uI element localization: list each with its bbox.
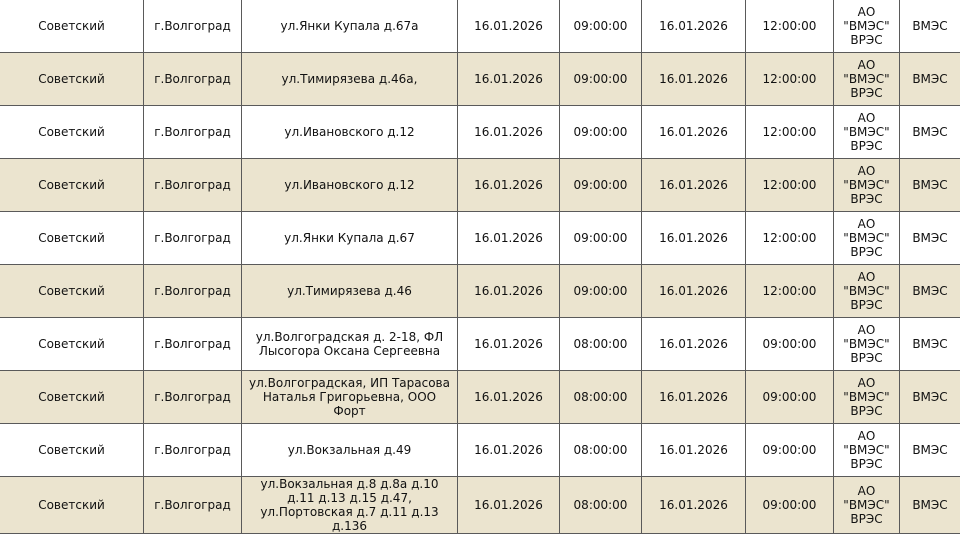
organization-line-2: "ВМЭС" bbox=[843, 284, 890, 298]
start-date-cell: 16.01.2026 bbox=[458, 424, 560, 477]
city-cell: г.Волгоград bbox=[144, 318, 242, 371]
organization-cell bbox=[834, 212, 900, 265]
start-time-cell: 08:00:00 bbox=[560, 477, 642, 534]
city-cell: г.Волгоград bbox=[144, 212, 242, 265]
organization-cell bbox=[834, 265, 900, 318]
table-row bbox=[0, 424, 960, 477]
network-cell: ВМЭС bbox=[900, 159, 960, 212]
network-cell: ВМЭС bbox=[900, 53, 960, 106]
organization-line-2: "ВМЭС" bbox=[843, 337, 890, 351]
end-date-cell: 16.01.2026 bbox=[642, 371, 746, 424]
end-time-cell: 09:00:00 bbox=[746, 318, 834, 371]
city-cell: г.Волгоград bbox=[144, 159, 242, 212]
city-cell: г.Волгоград bbox=[144, 477, 242, 534]
organization-line-2: "ВМЭС" bbox=[843, 443, 890, 457]
table-row bbox=[0, 318, 960, 371]
network-cell: ВМЭС bbox=[900, 106, 960, 159]
start-date-cell: 16.01.2026 bbox=[458, 318, 560, 371]
city-cell: г.Волгоград bbox=[144, 0, 242, 53]
organization-line-1: АО bbox=[857, 111, 876, 125]
start-date-cell: 16.01.2026 bbox=[458, 0, 560, 53]
district-cell: Советский bbox=[0, 106, 144, 159]
start-date-cell: 16.01.2026 bbox=[458, 212, 560, 265]
table-row bbox=[0, 106, 960, 159]
organization-line-2: "ВМЭС" bbox=[843, 19, 890, 33]
organization-line-3: ВРЭС bbox=[850, 139, 883, 153]
organization-line-2: "ВМЭС" bbox=[843, 125, 890, 139]
organization-line-1: АО bbox=[857, 323, 876, 337]
end-time-cell: 12:00:00 bbox=[746, 53, 834, 106]
end-time-cell: 09:00:00 bbox=[746, 424, 834, 477]
organization-cell bbox=[834, 53, 900, 106]
organization-cell bbox=[834, 318, 900, 371]
network-cell: ВМЭС bbox=[900, 212, 960, 265]
end-date-cell: 16.01.2026 bbox=[642, 265, 746, 318]
address-cell: ул.Ивановского д.12 bbox=[242, 106, 458, 159]
start-time-cell: 09:00:00 bbox=[560, 212, 642, 265]
organization-line-3: ВРЭС bbox=[850, 512, 883, 526]
organization-line-1: АО bbox=[857, 5, 876, 19]
organization-line-1: АО bbox=[857, 484, 876, 498]
address-cell: ул.Тимирязева д.46 bbox=[242, 265, 458, 318]
organization-line-2: "ВМЭС" bbox=[843, 231, 890, 245]
end-time-cell: 12:00:00 bbox=[746, 265, 834, 318]
district-cell: Советский bbox=[0, 477, 144, 534]
table-row bbox=[0, 53, 960, 106]
end-date-cell: 16.01.2026 bbox=[642, 106, 746, 159]
address-cell: ул.Вокзальная д.8 д.8а д.10 д.11 д.13 д.15 д.47, ул.Портовская д.7 д.11 д.13 д.136 bbox=[242, 477, 458, 534]
organization-line-2: "ВМЭС" bbox=[843, 390, 890, 404]
end-date-cell: 16.01.2026 bbox=[642, 318, 746, 371]
start-time-cell: 09:00:00 bbox=[560, 53, 642, 106]
city-cell: г.Волгоград bbox=[144, 106, 242, 159]
network-cell: ВМЭС bbox=[900, 0, 960, 53]
organization-line-1: АО bbox=[857, 164, 876, 178]
start-date-cell: 16.01.2026 bbox=[458, 477, 560, 534]
organization-line-1: АО bbox=[857, 270, 876, 284]
city-cell: г.Волгоград bbox=[144, 424, 242, 477]
address-cell: ул.Волгоградская, ИП Тарасова Наталья Григорьевна, ООО Форт bbox=[242, 371, 458, 424]
start-time-cell: 09:00:00 bbox=[560, 159, 642, 212]
network-cell: ВМЭС bbox=[900, 477, 960, 534]
end-date-cell: 16.01.2026 bbox=[642, 159, 746, 212]
district-cell: Советский bbox=[0, 318, 144, 371]
end-date-cell: 16.01.2026 bbox=[642, 477, 746, 534]
organization-line-2: "ВМЭС" bbox=[843, 178, 890, 192]
organization-line-2: "ВМЭС" bbox=[843, 498, 890, 512]
address-cell: ул.Вокзальная д.49 bbox=[242, 424, 458, 477]
city-cell: г.Волгоград bbox=[144, 265, 242, 318]
city-cell: г.Волгоград bbox=[144, 371, 242, 424]
start-date-cell: 16.01.2026 bbox=[458, 159, 560, 212]
district-cell: Советский bbox=[0, 53, 144, 106]
start-date-cell: 16.01.2026 bbox=[458, 53, 560, 106]
organization-cell bbox=[834, 371, 900, 424]
start-time-cell: 08:00:00 bbox=[560, 318, 642, 371]
district-cell: Советский bbox=[0, 424, 144, 477]
organization-line-3: ВРЭС bbox=[850, 404, 883, 418]
network-cell: ВМЭС bbox=[900, 318, 960, 371]
end-time-cell: 09:00:00 bbox=[746, 371, 834, 424]
end-date-cell: 16.01.2026 bbox=[642, 53, 746, 106]
address-cell: ул.Ивановского д.12 bbox=[242, 159, 458, 212]
network-cell: ВМЭС bbox=[900, 371, 960, 424]
end-date-cell: 16.01.2026 bbox=[642, 212, 746, 265]
organization-line-3: ВРЭС bbox=[850, 351, 883, 365]
organization-line-1: АО bbox=[857, 58, 876, 72]
end-time-cell: 12:00:00 bbox=[746, 159, 834, 212]
start-time-cell: 08:00:00 bbox=[560, 424, 642, 477]
end-date-cell: 16.01.2026 bbox=[642, 0, 746, 53]
organization-line-1: АО bbox=[857, 429, 876, 443]
start-date-cell: 16.01.2026 bbox=[458, 106, 560, 159]
district-cell: Советский bbox=[0, 212, 144, 265]
organization-line-1: АО bbox=[857, 217, 876, 231]
address-cell: ул.Волгоградская д. 2-18, ФЛ Лысогора Оксана Сергеевна bbox=[242, 318, 458, 371]
address-cell: ул.Янки Купала д.67а bbox=[242, 0, 458, 53]
end-time-cell: 09:00:00 bbox=[746, 477, 834, 534]
district-cell: Советский bbox=[0, 371, 144, 424]
end-time-cell: 12:00:00 bbox=[746, 212, 834, 265]
organization-cell bbox=[834, 0, 900, 53]
table-row bbox=[0, 212, 960, 265]
organization-cell bbox=[834, 159, 900, 212]
address-cell: ул.Тимирязева д.46а, bbox=[242, 53, 458, 106]
start-time-cell: 09:00:00 bbox=[560, 106, 642, 159]
network-cell: ВМЭС bbox=[900, 265, 960, 318]
start-time-cell: 08:00:00 bbox=[560, 371, 642, 424]
organization-line-3: ВРЭС bbox=[850, 33, 883, 47]
start-time-cell: 09:00:00 bbox=[560, 0, 642, 53]
end-date-cell: 16.01.2026 bbox=[642, 424, 746, 477]
organization-line-3: ВРЭС bbox=[850, 298, 883, 312]
table-row bbox=[0, 371, 960, 424]
address-cell: ул.Янки Купала д.67 bbox=[242, 212, 458, 265]
organization-cell bbox=[834, 106, 900, 159]
organization-line-3: ВРЭС bbox=[850, 457, 883, 471]
district-cell: Советский bbox=[0, 265, 144, 318]
district-cell: Советский bbox=[0, 159, 144, 212]
end-time-cell: 12:00:00 bbox=[746, 106, 834, 159]
organization-line-3: ВРЭС bbox=[850, 245, 883, 259]
organization-line-1: АО bbox=[857, 376, 876, 390]
organization-cell bbox=[834, 477, 900, 534]
organization-line-3: ВРЭС bbox=[850, 192, 883, 206]
table-row bbox=[0, 265, 960, 318]
organization-line-2: "ВМЭС" bbox=[843, 72, 890, 86]
table-row bbox=[0, 159, 960, 212]
network-cell: ВМЭС bbox=[900, 424, 960, 477]
city-cell: г.Волгоград bbox=[144, 53, 242, 106]
end-time-cell: 12:00:00 bbox=[746, 0, 834, 53]
start-date-cell: 16.01.2026 bbox=[458, 371, 560, 424]
table-row bbox=[0, 477, 960, 534]
start-time-cell: 09:00:00 bbox=[560, 265, 642, 318]
organization-cell bbox=[834, 424, 900, 477]
organization-line-3: ВРЭС bbox=[850, 86, 883, 100]
table-row bbox=[0, 0, 960, 53]
start-date-cell: 16.01.2026 bbox=[458, 265, 560, 318]
district-cell: Советский bbox=[0, 0, 144, 53]
